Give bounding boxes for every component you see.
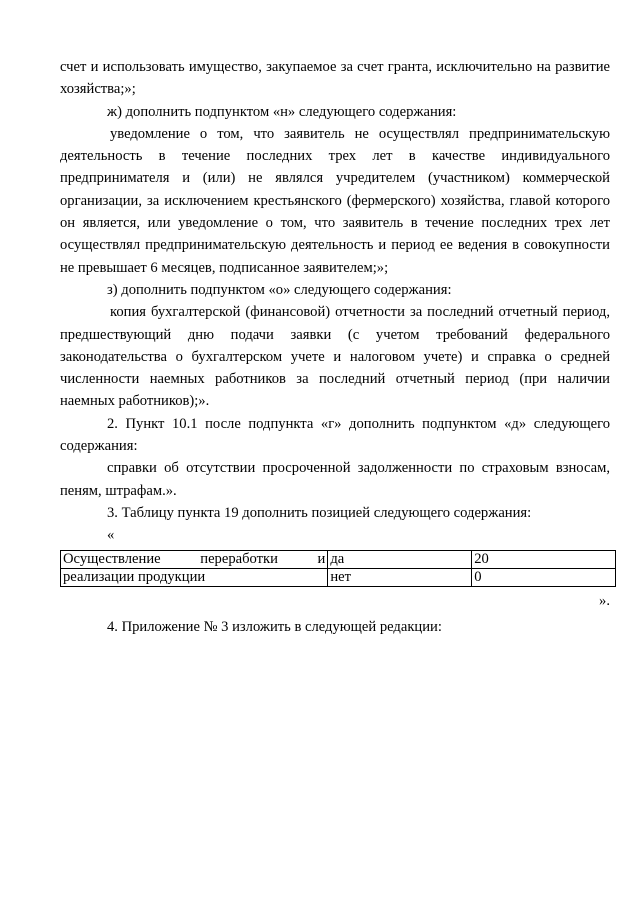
paragraph-6: 2. Пункт 10.1 после подпункта «г» дополнить подпунктом «д» следующего содержания:	[60, 415, 610, 455]
table-row	[61, 550, 616, 568]
table-row	[61, 568, 616, 586]
paragraph-5: копия бухгалтерской (финансовой) отчетности за последний отчетный период, предшествующий дню подачи заявки (с учетом требований федерального законодательства о бухгалтерском учете и налоговом учете) и справка о средней численности наемных работников за последний отчетный период (при наличии наемных работников);».	[60, 304, 610, 410]
table-cell: нет	[328, 568, 472, 586]
table-cell: реализации продукции	[61, 568, 328, 586]
position-table	[60, 550, 616, 587]
document-page	[60, 56, 610, 638]
table-cell: 0	[472, 568, 616, 586]
table-cell: да	[328, 550, 472, 568]
table-cell: 20	[472, 550, 616, 568]
paragraph-3: уведомление о том, что заявитель не осуществлял предпринимательскую деятельность в течение последних трех лет в качестве индивидуального предпринимателя и (или) не являлся учредителем (участником) коммерческой организации, за исключением крестьянского (фермерского) хозяйства, главой которого он является, или уведомление о том, что заявитель в течение последних трех лет осуществлял предпринимательскую деятельность и период ее ведения в совокупности не превышает 6 месяцев, подписанное заявителем;»;	[60, 125, 610, 276]
paragraph-7: справки об отсутствии просроченной задолженности по страховым взносам, пеням, штрафам.».	[60, 460, 610, 499]
paragraph-2: ж) дополнить подпунктом «н» следующего содержания:	[107, 103, 457, 120]
paragraph-9: 4. Приложение № 3 изложить в следующей редакции:	[107, 618, 442, 635]
paragraph-4: з) дополнить подпунктом «о» следующего содержания:	[107, 281, 452, 298]
paragraph-1: счет и использовать имущество, закупаемое за счет гранта, исключительно на развитие хозяйства;»;	[60, 59, 610, 98]
paragraph-8: 3. Таблицу пункта 19 дополнить позицией следующего содержания:	[107, 504, 532, 521]
quote-close: ».	[599, 592, 610, 609]
table-cell: Осуществление переработки и	[61, 550, 328, 568]
quote-open: «	[107, 527, 115, 544]
